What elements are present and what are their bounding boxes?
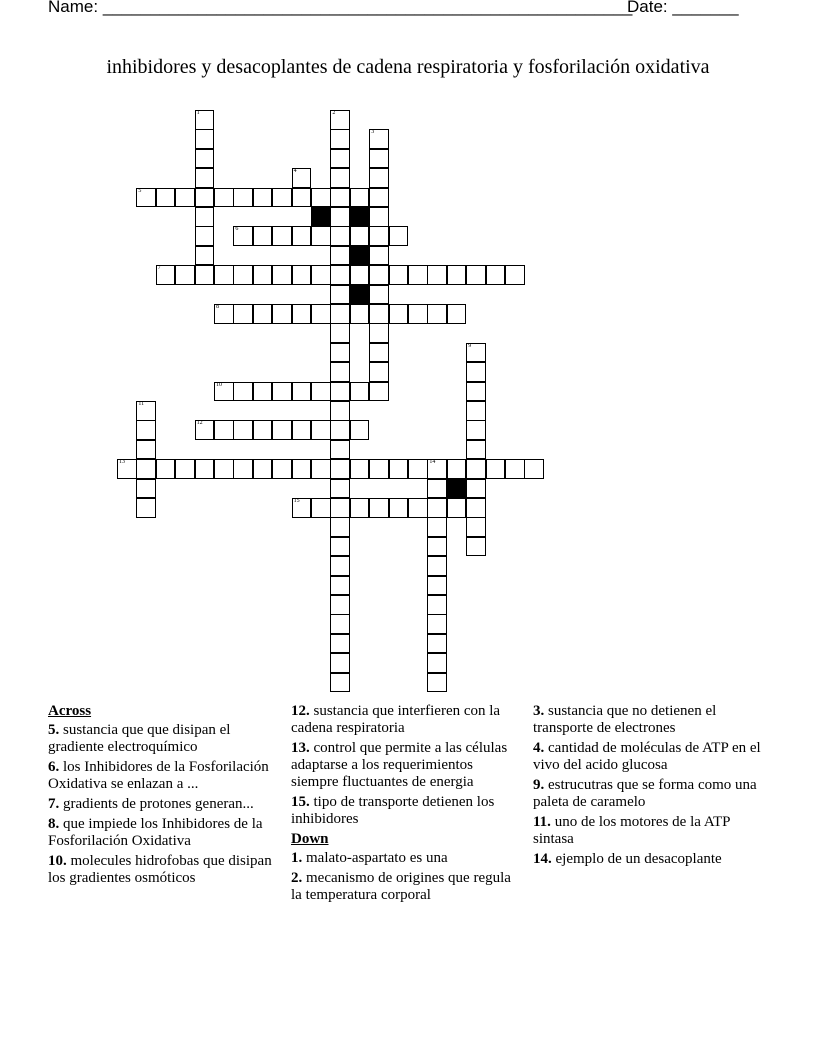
clue-down-11 xyxy=(533,814,769,848)
crossword-cell[interactable] xyxy=(136,420,156,440)
clue-across-7 xyxy=(48,796,284,813)
crossword-cell[interactable] xyxy=(330,614,350,634)
clues-column-3 xyxy=(533,703,769,871)
crossword-cell[interactable] xyxy=(427,634,447,654)
crossword-cell[interactable] xyxy=(233,188,253,208)
crossword-cell[interactable] xyxy=(486,459,506,479)
clue-text: malato-aspartato es una xyxy=(306,850,448,866)
clue-number-label: 5 xyxy=(138,187,142,194)
clue-text: que impiede los Inhibidores de la Fosforilación Oxidativa xyxy=(48,816,263,849)
crossword-cell[interactable] xyxy=(311,226,331,246)
crossword-cell[interactable] xyxy=(369,459,389,479)
crossword-cell[interactable] xyxy=(369,498,389,518)
crossword-cell[interactable] xyxy=(272,420,292,440)
crossword-cell[interactable] xyxy=(369,246,389,266)
crossword-cell[interactable] xyxy=(330,110,350,130)
crossword-cell[interactable] xyxy=(466,517,486,537)
clue-text: gradients de protones generan... xyxy=(63,796,254,812)
crossword-cell[interactable] xyxy=(330,246,350,266)
crossword-cell[interactable] xyxy=(427,459,447,479)
clue-number: 11. xyxy=(533,814,551,830)
down-heading: Down xyxy=(291,831,329,847)
crossword-cell[interactable] xyxy=(136,440,156,460)
crossword-cell[interactable] xyxy=(233,304,253,324)
crossword-cell[interactable] xyxy=(408,459,428,479)
crossword-cell[interactable] xyxy=(272,226,292,246)
crossword-cell[interactable] xyxy=(292,188,312,208)
crossword-cell[interactable] xyxy=(330,595,350,615)
crossword-cell[interactable] xyxy=(427,498,447,518)
clue-number-label: 9 xyxy=(468,342,472,349)
crossword-cell[interactable] xyxy=(369,304,389,324)
clue-across-12 xyxy=(291,703,519,737)
crossword-cell[interactable] xyxy=(195,188,215,208)
crossword-cell[interactable] xyxy=(330,479,350,499)
clue-number: 12. xyxy=(291,703,310,719)
crossword-cell[interactable] xyxy=(466,479,486,499)
crossword-cell[interactable] xyxy=(311,382,331,402)
black-cell xyxy=(350,207,370,227)
crossword-cell[interactable] xyxy=(427,304,447,324)
date-line[interactable]: _______ xyxy=(672,0,739,16)
crossword-cell[interactable] xyxy=(272,265,292,285)
crossword-cell[interactable] xyxy=(214,265,234,285)
crossword-cell[interactable] xyxy=(466,382,486,402)
crossword-cell[interactable] xyxy=(136,401,156,421)
clue-number: 9. xyxy=(533,777,545,793)
crossword-cell[interactable] xyxy=(330,226,350,246)
crossword-cell[interactable] xyxy=(369,265,389,285)
crossword-cell[interactable] xyxy=(330,634,350,654)
crossword-cell[interactable] xyxy=(233,420,253,440)
crossword-cell[interactable] xyxy=(389,226,409,246)
crossword-cell[interactable] xyxy=(427,265,447,285)
crossword-cell[interactable] xyxy=(195,420,215,440)
black-cell xyxy=(350,246,370,266)
crossword-cell[interactable] xyxy=(389,498,409,518)
crossword-cell[interactable] xyxy=(389,265,409,285)
crossword-cell[interactable] xyxy=(389,459,409,479)
clue-across-5 xyxy=(48,722,284,756)
date-label: Date: xyxy=(627,0,668,16)
crossword-cell[interactable] xyxy=(195,265,215,285)
crossword-cell[interactable] xyxy=(195,246,215,266)
clue-across-8 xyxy=(48,816,284,850)
clue-text: los Inhibidores de la Fosforilación Oxidativa se enlazan a ... xyxy=(48,759,269,792)
crossword-cell[interactable] xyxy=(505,459,525,479)
clue-number: 8. xyxy=(48,816,60,832)
crossword-cell[interactable] xyxy=(330,420,350,440)
clue-text: estrucutras que se forma como una paleta de caramelo xyxy=(533,777,757,810)
crossword-cell[interactable] xyxy=(292,382,312,402)
crossword-cell[interactable] xyxy=(427,595,447,615)
crossword-cell[interactable] xyxy=(330,129,350,149)
crossword-cell[interactable] xyxy=(389,304,409,324)
name-label: Name: xyxy=(48,0,99,16)
crossword-cell[interactable] xyxy=(447,304,467,324)
crossword-cell[interactable] xyxy=(427,576,447,596)
crossword-cell[interactable] xyxy=(330,285,350,305)
clue-text: sustancia que no detienen el transporte de electrones xyxy=(533,703,717,736)
crossword-cell[interactable] xyxy=(369,382,389,402)
crossword-cell[interactable] xyxy=(330,168,350,188)
clue-number-label: 8 xyxy=(216,304,219,310)
clue-number: 6. xyxy=(48,759,60,775)
crossword-cell[interactable] xyxy=(330,382,350,402)
crossword-cell[interactable] xyxy=(505,265,525,285)
across-heading: Across xyxy=(48,703,92,719)
clue-number: 2. xyxy=(291,870,303,886)
crossword-cell[interactable] xyxy=(330,498,350,518)
clue-number-label: 11 xyxy=(138,401,145,407)
crossword-cell[interactable] xyxy=(292,226,312,246)
crossword-cell[interactable] xyxy=(311,420,331,440)
crossword-cell[interactable] xyxy=(272,382,292,402)
crossword-cell[interactable] xyxy=(214,304,234,324)
crossword-cell[interactable] xyxy=(253,265,273,285)
crossword-cell[interactable] xyxy=(253,304,273,324)
crossword-cell[interactable] xyxy=(350,420,370,440)
crossword-cell[interactable] xyxy=(253,188,273,208)
crossword-cell[interactable] xyxy=(408,304,428,324)
crossword-cell[interactable] xyxy=(427,479,447,499)
clue-across-6 xyxy=(48,759,284,793)
crossword-cell[interactable] xyxy=(272,304,292,324)
crossword-cell[interactable] xyxy=(427,556,447,576)
crossword-cell[interactable] xyxy=(330,149,350,169)
crossword-cell[interactable] xyxy=(330,207,350,227)
crossword-cell[interactable] xyxy=(233,226,253,246)
clue-down-9 xyxy=(533,777,769,811)
crossword-cell[interactable] xyxy=(330,459,350,479)
crossword-cell[interactable] xyxy=(369,129,389,149)
crossword-cell[interactable] xyxy=(311,265,331,285)
crossword-cell[interactable] xyxy=(292,304,312,324)
clue-text: cantidad de moléculas de ATP en el vivo del acido glucosa xyxy=(533,740,761,773)
clue-down-14 xyxy=(533,851,769,868)
crossword-cell[interactable] xyxy=(195,226,215,246)
clue-down-4 xyxy=(533,740,769,774)
crossword-cell[interactable] xyxy=(175,459,195,479)
crossword-cell[interactable] xyxy=(466,498,486,518)
crossword-cell[interactable] xyxy=(195,129,215,149)
crossword-cell[interactable] xyxy=(117,459,137,479)
clue-text: sustancia que que disipan el gradiente electroquímico xyxy=(48,722,231,755)
crossword-cell[interactable] xyxy=(253,420,273,440)
black-cell xyxy=(350,285,370,305)
crossword-cell[interactable] xyxy=(292,265,312,285)
clue-text: control que permite a las células adaptarse a los requerimientos siempre fluctuantes de energia xyxy=(291,740,508,790)
clue-number-label: 13 xyxy=(119,459,125,466)
crossword-cell[interactable] xyxy=(350,459,370,479)
crossword-cell[interactable] xyxy=(136,188,156,208)
crossword-cell[interactable] xyxy=(156,188,176,208)
clue-number: 13. xyxy=(291,740,310,756)
crossword-cell[interactable] xyxy=(427,614,447,634)
crossword-cell[interactable] xyxy=(292,498,312,518)
crossword-cell[interactable] xyxy=(466,401,486,421)
black-cell xyxy=(447,479,467,499)
crossword-cell[interactable] xyxy=(330,323,350,343)
crossword-cell[interactable] xyxy=(156,459,176,479)
crossword-cell[interactable] xyxy=(330,556,350,576)
crossword-cell[interactable] xyxy=(195,168,215,188)
crossword-cell[interactable] xyxy=(175,188,195,208)
crossword-cell[interactable] xyxy=(466,440,486,460)
crossword-cell[interactable] xyxy=(350,498,370,518)
crossword-cell[interactable] xyxy=(330,265,350,285)
crossword-cell[interactable] xyxy=(447,265,467,285)
clue-down-2 xyxy=(291,870,519,904)
crossword-cell[interactable] xyxy=(311,498,331,518)
clue-text: uno de los motores de la ATP sintasa xyxy=(533,814,730,847)
crossword-cell[interactable] xyxy=(311,459,331,479)
crossword-cell[interactable] xyxy=(330,537,350,557)
crossword-cell[interactable] xyxy=(369,168,389,188)
crossword-cell[interactable] xyxy=(466,459,486,479)
clue-number: 10. xyxy=(48,853,67,869)
crossword-cell[interactable] xyxy=(214,382,234,402)
crossword-cell[interactable] xyxy=(330,343,350,363)
crossword-cell[interactable] xyxy=(195,110,215,130)
crossword-cell[interactable] xyxy=(272,188,292,208)
clue-across-15 xyxy=(291,794,519,828)
crossword-cell[interactable] xyxy=(330,576,350,596)
crossword-cell[interactable] xyxy=(427,537,447,557)
clue-number-label: 1 xyxy=(196,110,200,116)
crossword-cell[interactable] xyxy=(292,459,312,479)
crossword-cell[interactable] xyxy=(292,420,312,440)
page-title: inhibidores y desacoplantes de cadena respiratoria y fosforilación oxidativa xyxy=(106,56,710,78)
clues-column-1 xyxy=(48,703,284,890)
clue-number-label: 14 xyxy=(429,459,436,466)
name-line[interactable]: ________________________________________________________ xyxy=(102,0,633,16)
clue-across-10 xyxy=(48,853,284,887)
crossword-cell[interactable] xyxy=(253,226,273,246)
crossword-cell[interactable] xyxy=(330,401,350,421)
crossword-cell[interactable] xyxy=(447,459,467,479)
clue-number: 5. xyxy=(48,722,60,738)
crossword-cell[interactable] xyxy=(330,362,350,382)
clue-number-label: 2 xyxy=(332,110,336,116)
crossword-cell[interactable] xyxy=(214,188,234,208)
crossword-cell[interactable] xyxy=(427,673,447,693)
clue-across-13 xyxy=(291,740,519,791)
clue-down-3 xyxy=(533,703,769,737)
crossword-cell[interactable] xyxy=(524,459,544,479)
crossword-cell[interactable] xyxy=(350,304,370,324)
crossword-cell[interactable] xyxy=(156,265,176,285)
crossword-cell[interactable] xyxy=(369,362,389,382)
crossword-cell[interactable] xyxy=(466,265,486,285)
crossword-cell[interactable] xyxy=(253,382,273,402)
clue-down-1 xyxy=(291,850,519,867)
crossword-cell[interactable] xyxy=(195,459,215,479)
crossword-cell[interactable] xyxy=(408,265,428,285)
crossword-cell[interactable] xyxy=(350,265,370,285)
crossword-cell[interactable] xyxy=(466,420,486,440)
crossword-cell[interactable] xyxy=(369,343,389,363)
crossword-cell[interactable] xyxy=(214,459,234,479)
crossword-cell[interactable] xyxy=(466,537,486,557)
clue-number-label: 6 xyxy=(235,226,239,233)
crossword-cell[interactable] xyxy=(330,188,350,208)
crossword-cell[interactable] xyxy=(136,479,156,499)
crossword-cell[interactable] xyxy=(175,265,195,285)
clue-number-label: 7 xyxy=(157,265,161,272)
crossword-cell[interactable] xyxy=(253,459,273,479)
clue-number: 14. xyxy=(533,851,552,867)
crossword-cell[interactable] xyxy=(427,517,447,537)
crossword-cell[interactable] xyxy=(466,362,486,382)
clue-number: 4. xyxy=(533,740,545,756)
crossword-cell[interactable] xyxy=(311,188,331,208)
black-cell xyxy=(311,207,331,227)
crossword-cell[interactable] xyxy=(369,207,389,227)
clue-text: tipo de transporte detienen los inhibidores xyxy=(291,794,495,827)
crossword-cell[interactable] xyxy=(214,420,234,440)
clue-number-label: 12 xyxy=(196,420,203,427)
crossword-cell[interactable] xyxy=(427,653,447,673)
crossword-cell[interactable] xyxy=(330,673,350,693)
crossword-cell[interactable] xyxy=(195,207,215,227)
clue-text: sustancia que interfieren con la cadena respiratoria xyxy=(291,703,501,736)
clue-number: 7. xyxy=(48,796,60,812)
crossword-cell[interactable] xyxy=(466,343,486,363)
crossword-cell[interactable] xyxy=(350,226,370,246)
crossword-cell[interactable] xyxy=(486,265,506,285)
crossword-cell[interactable] xyxy=(233,459,253,479)
crossword-cell[interactable] xyxy=(233,265,253,285)
crossword-cell[interactable] xyxy=(369,226,389,246)
clue-number: 15. xyxy=(291,794,310,810)
crossword-cell[interactable] xyxy=(369,149,389,169)
clue-text: ejemplo de un desacoplante xyxy=(555,851,722,867)
clue-number-label: 4 xyxy=(293,168,297,175)
crossword-cell[interactable] xyxy=(447,498,467,518)
crossword-cell[interactable] xyxy=(330,440,350,460)
clue-number-label: 15 xyxy=(293,498,300,504)
crossword-cell[interactable] xyxy=(408,498,428,518)
crossword-cell[interactable] xyxy=(311,304,331,324)
clues-column-2 xyxy=(291,703,519,907)
clue-number: 3. xyxy=(533,703,545,719)
crossword-cell[interactable] xyxy=(292,168,312,188)
crossword-cell[interactable] xyxy=(272,459,292,479)
clue-number-label: 10 xyxy=(216,381,222,388)
crossword-cell[interactable] xyxy=(136,498,156,518)
crossword-cell[interactable] xyxy=(369,188,389,208)
crossword-cell[interactable] xyxy=(195,149,215,169)
crossword-cell[interactable] xyxy=(330,517,350,537)
crossword-cell[interactable] xyxy=(350,188,370,208)
crossword-cell[interactable] xyxy=(136,459,156,479)
crossword-cell[interactable] xyxy=(330,304,350,324)
clue-text: mecanismo de origines que regula la temperatura corporal xyxy=(291,870,511,903)
crossword-cell[interactable] xyxy=(233,382,253,402)
crossword-cell[interactable] xyxy=(350,382,370,402)
crossword-cell[interactable] xyxy=(330,653,350,673)
crossword-cell[interactable] xyxy=(369,323,389,343)
clue-text: molecules hidrofobas que disipan los gradientes osmóticos xyxy=(48,853,272,886)
clue-number: 1. xyxy=(291,850,303,866)
clue-number-label: 3 xyxy=(371,129,375,136)
crossword-cell[interactable] xyxy=(369,285,389,305)
